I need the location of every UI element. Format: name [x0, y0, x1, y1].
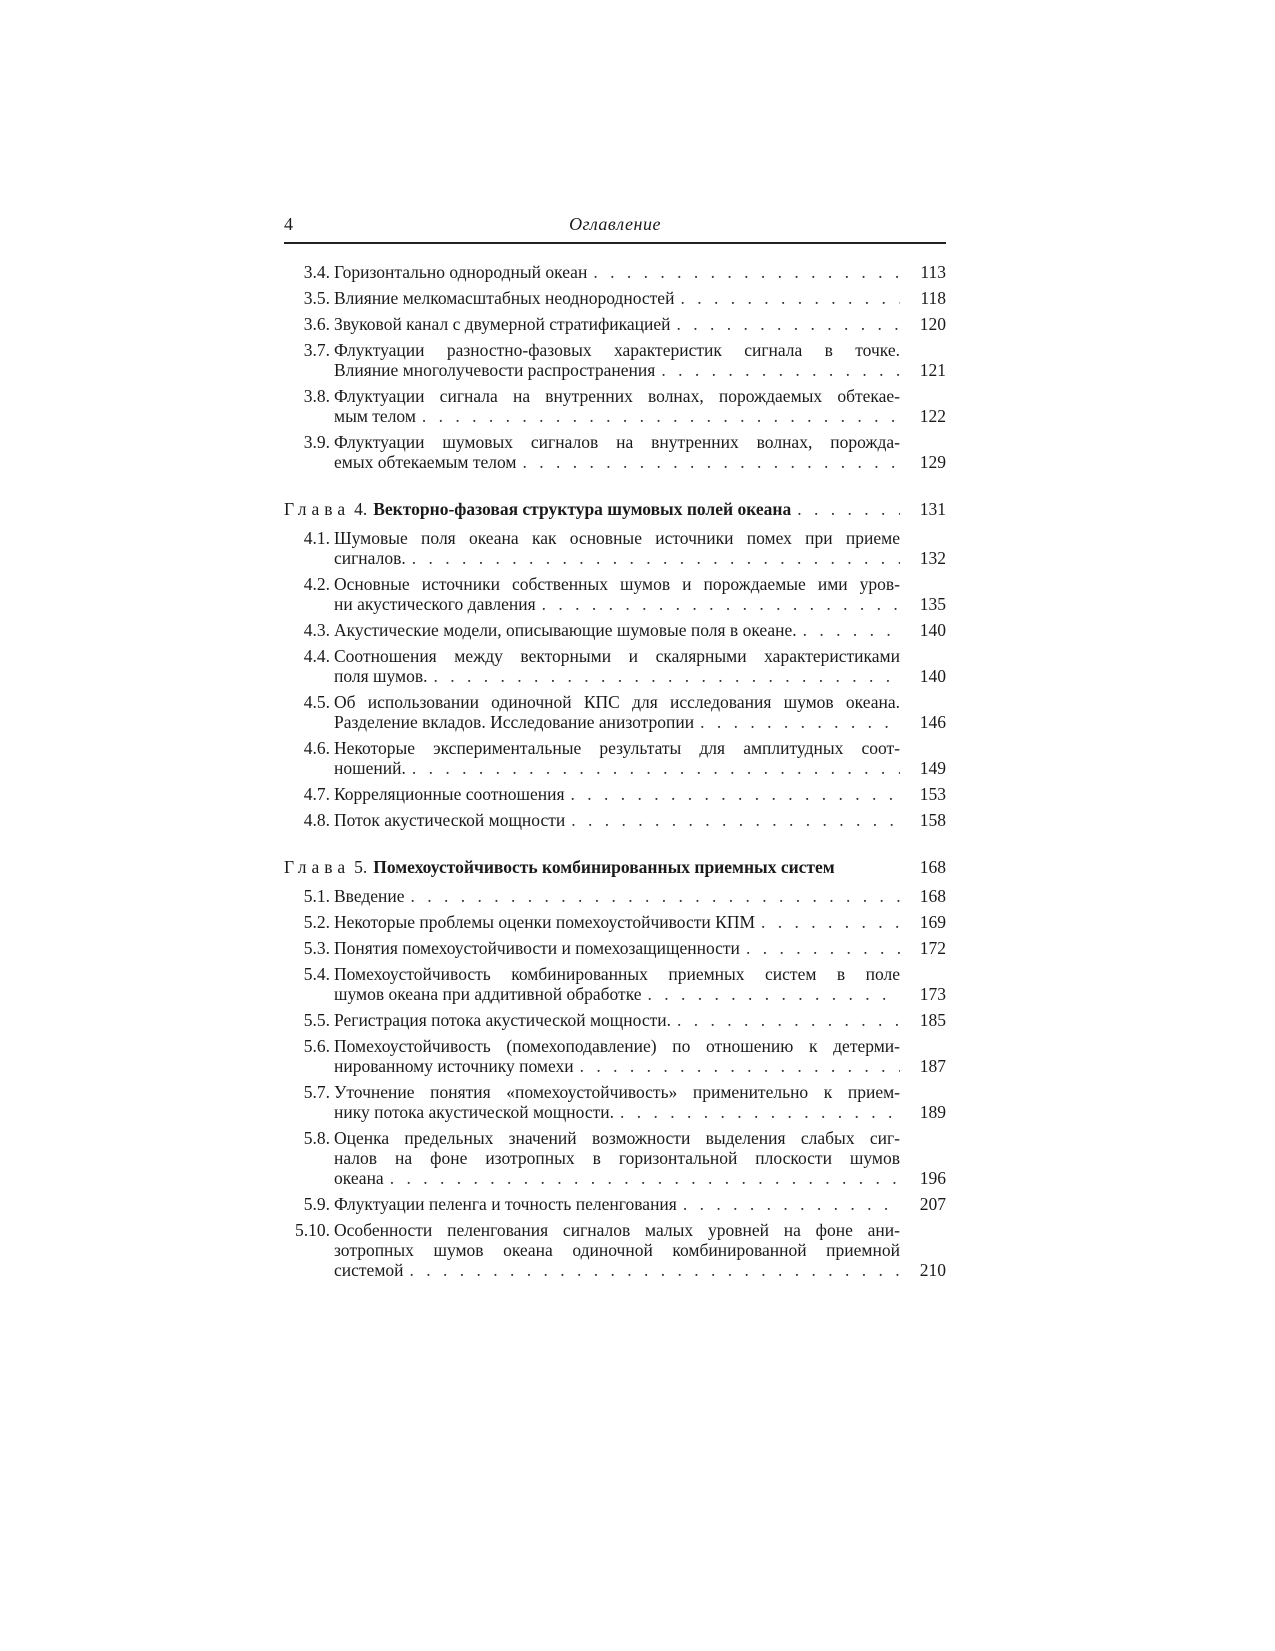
- toc-entry: [284, 314, 946, 334]
- running-title: Оглавление: [569, 214, 661, 234]
- dot-leader: [434, 666, 901, 686]
- section-number: 4.5.: [303, 692, 330, 712]
- dot-leader: [797, 498, 900, 520]
- section-title-text: Горизонтально однородный океан: [334, 262, 588, 282]
- section-title: [334, 1194, 900, 1214]
- dot-leader: [580, 1056, 900, 1076]
- section-title-text: мым телом: [334, 406, 416, 426]
- section-number: 5.9.: [303, 1194, 330, 1214]
- section-title: [334, 646, 900, 686]
- toc-entry: [284, 692, 946, 732]
- section-title: [334, 386, 900, 426]
- section-number: 5.7.: [303, 1082, 330, 1102]
- toc-entry: [284, 646, 946, 686]
- section-title: [334, 964, 900, 1004]
- section-number: 3.5.: [303, 288, 330, 308]
- page-reference: 122: [919, 406, 946, 426]
- dot-leader: [620, 1102, 900, 1122]
- section-title-line: Флуктуации сигнала на внутренних волнах, порождаемых обтекае-: [334, 386, 900, 406]
- toc-entry: [284, 938, 946, 958]
- page-reference: 187: [919, 1056, 946, 1076]
- section-title-text: Понятия помехоустойчивости и помехозащищенности: [334, 938, 740, 958]
- toc-entry: [284, 574, 946, 614]
- section-title: [334, 574, 900, 614]
- section-title-line: Помехоустойчивость (помехоподавление) по отношению к детерми-: [334, 1036, 900, 1056]
- page-reference: 113: [920, 262, 946, 282]
- section-number: 5.5.: [303, 1010, 330, 1030]
- section-title: [334, 692, 900, 732]
- section-title: [334, 1036, 900, 1076]
- chapter-lead: [284, 856, 900, 878]
- chapter-lead: [284, 498, 900, 520]
- section-title-line: [334, 262, 900, 282]
- section-title-text: Разделение вкладов. Исследование анизотропии: [334, 712, 695, 732]
- section-title: [334, 528, 900, 568]
- dot-leader: [680, 288, 900, 308]
- chapter-title: Векторно-фазовая структура шумовых полей океана: [373, 499, 792, 519]
- dot-leader: [410, 1260, 900, 1280]
- section-number: 4.3.: [303, 620, 330, 640]
- toc-entry: [284, 262, 946, 282]
- section-title-line: [334, 360, 900, 380]
- section-number: 4.8.: [303, 810, 330, 830]
- dot-leader: [571, 784, 900, 804]
- section-number: 5.10.: [295, 1220, 330, 1240]
- section-number: 5.4.: [303, 964, 330, 984]
- toc-entry: [284, 1036, 946, 1076]
- section-title-line: [334, 1194, 900, 1214]
- dot-leader: [683, 1194, 900, 1214]
- page-number: 4: [284, 214, 293, 234]
- section-title: [334, 288, 900, 308]
- section-title-text: нированному источнику помехи: [334, 1056, 574, 1076]
- section-title-line: [334, 1168, 900, 1188]
- dot-leader: [677, 1010, 900, 1030]
- toc-entry: [284, 912, 946, 932]
- section-number: 4.6.: [303, 738, 330, 758]
- section-title-line: Об использовании одиночной КПС для исследования шумов океана.: [334, 692, 900, 712]
- toc-entry: [284, 964, 946, 1004]
- section-title-text: Корреляционные соотношения: [334, 784, 565, 804]
- section-number: 4.2.: [303, 574, 330, 594]
- toc-entry: [284, 1194, 946, 1214]
- section-number: 5.2.: [303, 912, 330, 932]
- section-title-line: [334, 620, 900, 640]
- section-title-line: [334, 810, 900, 830]
- running-header: [284, 214, 946, 244]
- toc-entry: [284, 340, 946, 380]
- dot-leader: [411, 886, 900, 906]
- section-title-line: Флуктуации шумовых сигналов на внутренних волнах, порожда-: [334, 432, 900, 452]
- section-number: 3.4.: [303, 262, 330, 282]
- section-title: [334, 886, 900, 906]
- page-reference: 135: [919, 594, 946, 614]
- section-number: 3.6.: [303, 314, 330, 334]
- section-title-text: Некоторые проблемы оценки помехоустойчивости КПМ: [334, 912, 756, 932]
- section-title-text: Поток акустической мощности: [334, 810, 566, 830]
- section-title-line: налов на фоне изотропных в горизонтальной плоскости шумов: [334, 1148, 900, 1168]
- section-title-text: Акустические модели, описывающие шумовые поля в океане.: [334, 620, 797, 640]
- page-reference: 120: [919, 314, 946, 334]
- page-reference: 146: [919, 712, 946, 732]
- section-number: 4.4.: [303, 646, 330, 666]
- toc-entry: [284, 1010, 946, 1030]
- section-title: [334, 1128, 900, 1188]
- section-number: 5.6.: [303, 1036, 330, 1056]
- chapter-number: 4.: [354, 499, 368, 519]
- chapter-heading: [284, 856, 946, 878]
- page-reference: 196: [919, 1168, 946, 1188]
- section-title-text: Введение: [334, 886, 405, 906]
- dot-leader: [803, 620, 900, 640]
- page-reference: 173: [919, 984, 946, 1004]
- page-reference: 153: [919, 784, 946, 804]
- toc-entry: [284, 432, 946, 472]
- toc-entry: [284, 620, 946, 640]
- page-reference: 140: [919, 620, 946, 640]
- toc-entry: [284, 738, 946, 778]
- page-reference: 140: [919, 666, 946, 686]
- section-number: 5.3.: [303, 938, 330, 958]
- page-reference: 121: [919, 360, 946, 380]
- section-title-line: Оценка предельных значений возможности выделения слабых сиг-: [334, 1128, 900, 1148]
- section-title-text: поля шумов.: [334, 666, 428, 686]
- section-title-line: [334, 548, 900, 568]
- dot-leader: [661, 360, 900, 380]
- chapter-number: 5.: [354, 857, 368, 877]
- section-title-line: Некоторые экспериментальные результаты для амплитудных соот-: [334, 738, 900, 758]
- dot-leader: [390, 1168, 900, 1188]
- page-reference: 185: [919, 1010, 946, 1030]
- section-title-line: Помехоустойчивость комбинированных приемных систем в поле: [334, 964, 900, 984]
- dot-leader: [677, 314, 900, 334]
- section-title-text: сигналов.: [334, 548, 406, 568]
- section-title: [334, 314, 900, 334]
- section-title-text: шумов океана при аддитивной обработке: [334, 984, 642, 1004]
- section-title-line: [334, 784, 900, 804]
- chapter-title: Помехоустойчивость комбинированных приемных систем: [373, 857, 835, 877]
- section-title: [334, 262, 900, 282]
- toc-entry: [284, 784, 946, 804]
- table-of-contents: [284, 262, 946, 1286]
- section-title-line: [334, 758, 900, 778]
- dot-leader: [412, 758, 900, 778]
- section-number: 4.7.: [303, 784, 330, 804]
- section-number: 3.9.: [303, 432, 330, 452]
- section-title-text: нику потока акустической мощности.: [334, 1102, 614, 1122]
- dot-leader: [412, 548, 900, 568]
- toc-entry: [284, 288, 946, 308]
- section-title: [334, 1010, 900, 1030]
- page-reference: 149: [919, 758, 946, 778]
- section-number: 3.7.: [303, 340, 330, 360]
- section-title-text: Звуковой канал с двумерной стратификацией: [334, 314, 671, 334]
- section-title: [334, 620, 900, 640]
- section-title-line: [334, 938, 900, 958]
- dot-leader: [761, 912, 900, 932]
- toc-entry: [284, 528, 946, 568]
- section-title-line: [334, 406, 900, 426]
- dot-leader: [422, 406, 900, 426]
- dot-leader: [571, 810, 900, 830]
- section-title-text: системой: [334, 1260, 404, 1280]
- chapter-page: 168: [919, 857, 946, 877]
- section-title-line: [334, 594, 900, 614]
- section-title-line: Соотношения между векторными и скалярными характеристиками: [334, 646, 900, 666]
- page-reference: 207: [919, 1194, 946, 1214]
- section-title: [334, 784, 900, 804]
- section-title-line: [334, 984, 900, 1004]
- section-title-line: [334, 1010, 900, 1030]
- section-title-line: Флуктуации разностно-фазовых характеристик сигнала в точке.: [334, 340, 900, 360]
- dot-leader: [593, 262, 900, 282]
- chapter-heading: [284, 498, 946, 520]
- section-title-text: океана: [334, 1168, 384, 1188]
- section-title-line: [334, 1260, 900, 1280]
- section-title: [334, 938, 900, 958]
- page-reference: 132: [919, 548, 946, 568]
- section-title-text: Влияние мелкомасштабных неоднородностей: [334, 288, 675, 308]
- section-title-text: емых обтекаемым телом: [334, 452, 517, 472]
- page-reference: 129: [919, 452, 946, 472]
- dot-leader: [746, 938, 900, 958]
- section-title-line: [334, 288, 900, 308]
- section-title: [334, 738, 900, 778]
- chapter-page: 131: [919, 499, 946, 519]
- section-title: [334, 912, 900, 932]
- chapter-word: Глава: [284, 499, 351, 519]
- toc-entry: [284, 1128, 946, 1188]
- dot-leader: [523, 452, 901, 472]
- toc-entry: [284, 1082, 946, 1122]
- page-reference: 172: [919, 938, 946, 958]
- toc-entry: [284, 810, 946, 830]
- dot-leader: [542, 594, 900, 614]
- section-title-line: [334, 712, 900, 732]
- section-number: 5.8.: [303, 1128, 330, 1148]
- page-reference: 210: [919, 1260, 946, 1280]
- section-number: 3.8.: [303, 386, 330, 406]
- page-reference: 168: [919, 886, 946, 906]
- section-number: 4.1.: [303, 528, 330, 548]
- section-title-line: [334, 1056, 900, 1076]
- toc-entry: [284, 386, 946, 426]
- section-title: [334, 1082, 900, 1122]
- section-title: [334, 340, 900, 380]
- section-title: [334, 810, 900, 830]
- section-title-line: [334, 314, 900, 334]
- toc-entry: [284, 1220, 946, 1280]
- section-title-text: ни акустического давления: [334, 594, 536, 614]
- page-reference: 158: [919, 810, 946, 830]
- section-title-text: Влияние многолучевости распространения: [334, 360, 656, 380]
- section-title-line: Основные источники собственных шумов и порождаемые ими уров-: [334, 574, 900, 594]
- section-title-line: зотропных шумов океана одиночной комбинированной приемной: [334, 1240, 900, 1260]
- toc-entry: [284, 886, 946, 906]
- page-reference: 118: [920, 288, 946, 308]
- chapter-word: Глава: [284, 857, 351, 877]
- page-reference: 189: [919, 1102, 946, 1122]
- section-title-line: [334, 886, 900, 906]
- dot-leader: [648, 984, 900, 1004]
- section-title-line: [334, 1102, 900, 1122]
- section-title-line: [334, 912, 900, 932]
- section-title-line: Особенности пеленгования сигналов малых уровней на фоне ани-: [334, 1220, 900, 1240]
- section-title: [334, 432, 900, 472]
- page-reference: 169: [919, 912, 946, 932]
- section-title-line: Уточнение понятия «помехоустойчивость» применительно к прием-: [334, 1082, 900, 1102]
- dot-leader: [700, 712, 900, 732]
- section-title-text: ношений.: [334, 758, 406, 778]
- section-title-text: Регистрация потока акустической мощности.: [334, 1010, 671, 1030]
- section-number: 5.1.: [303, 886, 330, 906]
- section-title-line: [334, 452, 900, 472]
- section-title-line: Шумовые поля океана как основные источники помех при приеме: [334, 528, 900, 548]
- section-title: [334, 1220, 900, 1280]
- section-title-line: [334, 666, 900, 686]
- section-title-text: Флуктуации пеленга и точность пеленгования: [334, 1194, 677, 1214]
